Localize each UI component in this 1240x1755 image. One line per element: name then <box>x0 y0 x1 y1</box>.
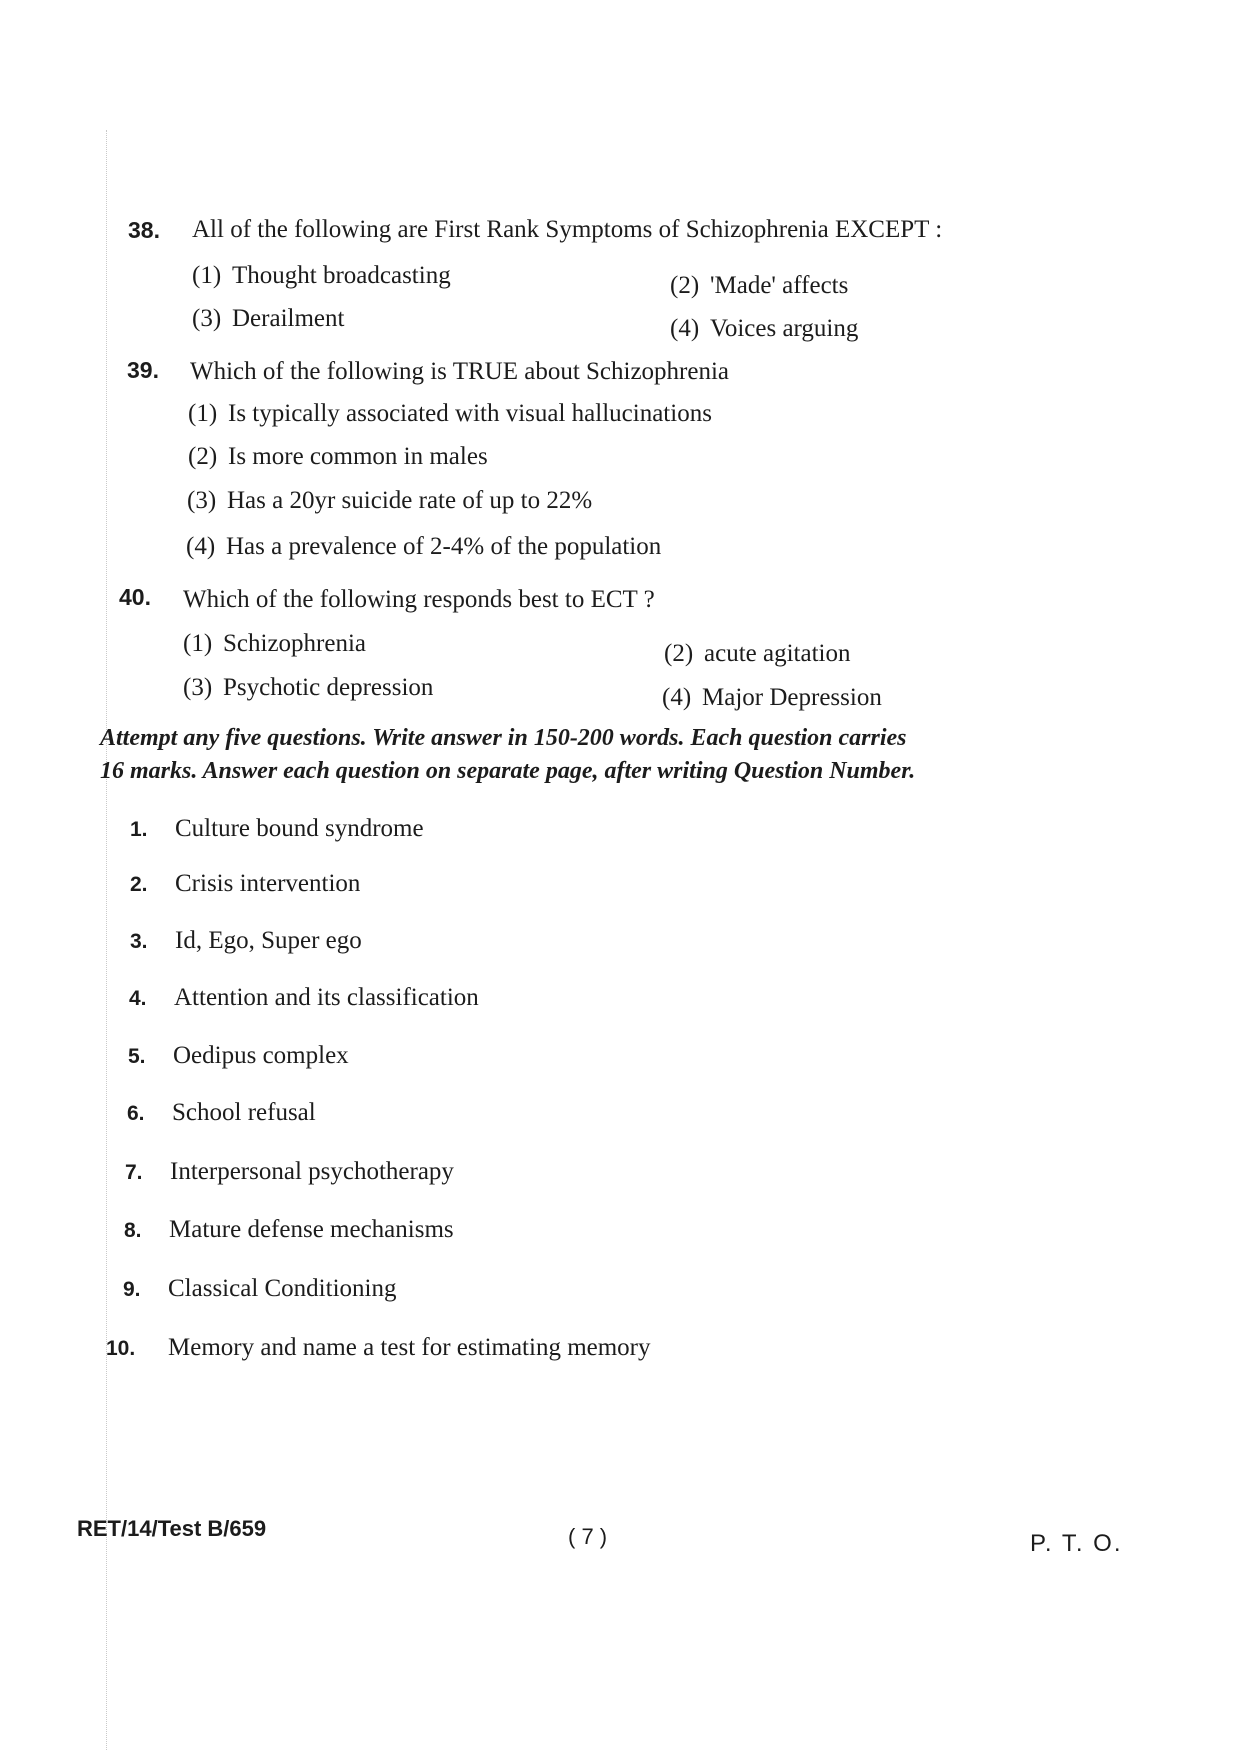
question-text: Memory and name a test for estimating memory <box>168 1334 651 1361</box>
question-text: Oedipus complex <box>173 1042 349 1069</box>
option-1 <box>183 630 366 658</box>
option-text: Major Depression <box>702 684 882 711</box>
paper-code: RET/14/Test B/659 <box>77 1516 267 1541</box>
question-number: 4. <box>129 987 147 1010</box>
option-text: Schizophrenia <box>223 630 367 657</box>
option-3 <box>192 305 344 333</box>
option-number: (1) <box>192 262 222 289</box>
option-text: Voices arguing <box>710 315 859 342</box>
question-text: Crisis intervention <box>175 870 361 897</box>
question-text: School refusal <box>172 1099 316 1126</box>
instructions-line-1: Attempt any five questions. Write answer in 150-200 words. Each question carries <box>100 725 907 751</box>
question-number: 5. <box>128 1045 146 1068</box>
page-number: ( 7 ) <box>568 1524 608 1549</box>
please-turn-over: P. T. O. <box>1030 1530 1123 1557</box>
option-2 <box>670 272 848 300</box>
option-number: (2) <box>664 640 694 667</box>
option-2 <box>188 443 488 471</box>
option-number: (1) <box>183 630 213 657</box>
question-text: Interpersonal psychotherapy <box>170 1158 454 1185</box>
option-1 <box>192 262 451 290</box>
option-number: (2) <box>188 443 218 470</box>
question-number: 39. <box>127 357 159 383</box>
question-number: 10. <box>106 1337 136 1360</box>
question-text: Classical Conditioning <box>168 1275 397 1302</box>
option-number: (3) <box>187 487 217 514</box>
option-text: Has a prevalence of 2-4% of the population <box>226 533 662 560</box>
question-number: 7. <box>125 1161 143 1184</box>
option-2 <box>664 640 850 668</box>
option-text: Derailment <box>232 305 345 332</box>
option-text: Psychotic depression <box>223 674 434 701</box>
option-4 <box>186 533 661 561</box>
question-text: Culture bound syndrome <box>175 815 424 842</box>
question-text: Attention and its classification <box>174 984 479 1011</box>
question-number: 40. <box>119 584 151 610</box>
question-text: Id, Ego, Super ego <box>175 927 362 954</box>
option-number: (4) <box>670 315 700 342</box>
option-4 <box>662 684 882 712</box>
question-number: 8. <box>124 1219 142 1242</box>
scan-margin-line <box>106 130 107 1750</box>
option-3 <box>187 487 592 515</box>
question-number: 2. <box>130 873 148 896</box>
section-instructions <box>100 722 1120 788</box>
question-number: 1. <box>130 818 148 841</box>
option-text: Is more common in males <box>228 443 488 470</box>
question-text: Which of the following is TRUE about Schizophrenia <box>190 358 730 385</box>
option-3 <box>183 674 433 702</box>
question-number: 6. <box>127 1102 145 1125</box>
option-text: acute agitation <box>704 640 851 667</box>
option-number: (2) <box>670 272 700 299</box>
option-text: 'Made' affects <box>710 272 849 299</box>
instructions-line-2: 16 marks. Answer each question on separate page, after writing Question Number. <box>100 758 916 784</box>
option-number: (3) <box>192 305 222 332</box>
option-number: (4) <box>186 533 216 560</box>
question-text: Which of the following responds best to ECT ? <box>183 586 655 613</box>
question-text: Mature defense mechanisms <box>169 1216 454 1243</box>
option-number: (1) <box>188 400 218 427</box>
option-text: Is typically associated with visual hallucinations <box>228 400 712 427</box>
option-1 <box>188 400 712 428</box>
question-number: 3. <box>130 930 148 953</box>
option-text: Thought broadcasting <box>232 262 451 289</box>
question-number: 9. <box>123 1278 141 1301</box>
option-4 <box>670 315 858 343</box>
option-number: (3) <box>183 674 213 701</box>
question-text: All of the following are First Rank Symptoms of Schizophrenia EXCEPT : <box>192 216 943 243</box>
question-number: 38. <box>128 217 160 243</box>
option-number: (4) <box>662 684 692 711</box>
option-text: Has a 20yr suicide rate of up to 22% <box>227 487 593 514</box>
